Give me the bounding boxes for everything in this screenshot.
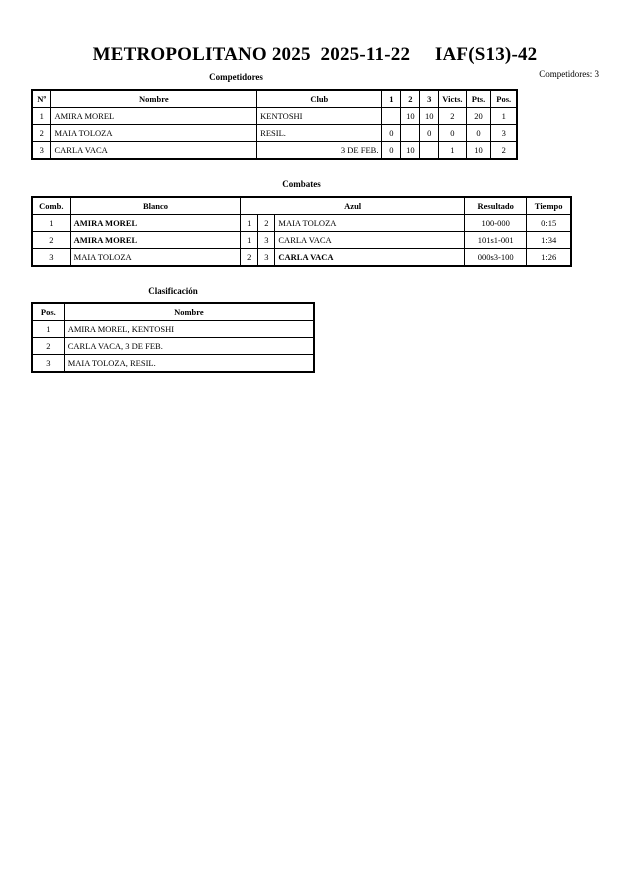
cell-score-1: 0 <box>382 142 401 160</box>
cell-nombre: AMIRA MOREL, KENTOSHI <box>64 321 314 338</box>
cell-victs: 0 <box>439 125 466 142</box>
col-1: 1 <box>382 90 401 108</box>
cell-comb: 2 <box>32 232 70 249</box>
cell-resultado: 101s1-001 <box>465 232 527 249</box>
col-pts: Pts. <box>466 90 491 108</box>
competidores-header-row <box>32 90 517 108</box>
cell-blanco: AMIRA MOREL <box>70 232 241 249</box>
table-row <box>32 232 571 249</box>
cell-tiempo: 1:34 <box>527 232 571 249</box>
cell-club: KENTOSHI <box>257 108 382 125</box>
clasificacion-table <box>31 302 315 373</box>
cell-blanco-num: 2 <box>241 249 258 267</box>
col-pos: Pos. <box>491 90 517 108</box>
cell-score-3: 10 <box>420 108 439 125</box>
col-blanco: Blanco <box>70 197 241 215</box>
col-comb: Comb. <box>32 197 70 215</box>
cell-pts: 10 <box>466 142 491 160</box>
cell-azul: CARLA VACA <box>275 249 465 267</box>
cell-azul-num: 2 <box>258 215 275 232</box>
cell-nombre: AMIRA MOREL <box>51 108 257 125</box>
cell-club: RESIL. <box>257 125 382 142</box>
cell-score-1: 0 <box>382 125 401 142</box>
cell-pts: 20 <box>466 108 491 125</box>
col-club: Club <box>257 90 382 108</box>
cell-azul: MAIA TOLOZA <box>275 215 465 232</box>
cell-num: 1 <box>32 108 51 125</box>
cell-nombre: MAIA TOLOZA, RESIL. <box>64 355 314 373</box>
competidores-table <box>31 89 518 160</box>
cell-azul-num: 3 <box>258 232 275 249</box>
cell-resultado: 100-000 <box>465 215 527 232</box>
table-row <box>32 249 571 267</box>
cell-club: 3 DE FEB. <box>257 142 382 160</box>
combates-title: Combates <box>282 179 321 189</box>
cell-pos: 2 <box>32 338 64 355</box>
col-tiempo: Tiempo <box>527 197 571 215</box>
cell-num: 3 <box>32 142 51 160</box>
cell-blanco: MAIA TOLOZA <box>70 249 241 267</box>
col-pos: Pos. <box>32 303 64 321</box>
cell-tiempo: 0:15 <box>527 215 571 232</box>
cell-score-2: 10 <box>401 108 420 125</box>
competidores-title: Competidores <box>209 72 263 82</box>
page-title: METROPOLITANO 2025 2025-11-22 IAF(S13)-42 <box>92 44 538 65</box>
table-row <box>32 355 314 373</box>
cell-resultado: 000s3-100 <box>465 249 527 267</box>
col-victs: Victs. <box>439 90 466 108</box>
cell-pos: 3 <box>32 355 64 373</box>
col-nombre: Nombre <box>51 90 257 108</box>
cell-blanco-num: 1 <box>241 232 258 249</box>
cell-pos: 1 <box>32 321 64 338</box>
cell-pos: 3 <box>491 125 517 142</box>
table-row <box>32 338 314 355</box>
col-nombre: Nombre <box>64 303 314 321</box>
table-row <box>32 125 517 142</box>
cell-score-2 <box>401 125 420 142</box>
cell-blanco: AMIRA MOREL <box>70 215 241 232</box>
competitors-count: Competidores: 3 <box>539 69 599 79</box>
clasificacion-header-row <box>32 303 314 321</box>
cell-num: 2 <box>32 125 51 142</box>
combates-table <box>31 196 572 267</box>
cell-nombre: CARLA VACA, 3 DE FEB. <box>64 338 314 355</box>
cell-blanco-num: 1 <box>241 215 258 232</box>
table-row <box>32 142 517 160</box>
cell-comb: 1 <box>32 215 70 232</box>
cell-score-3: 0 <box>420 125 439 142</box>
col-azul: Azul <box>241 197 465 215</box>
col-3: 3 <box>420 90 439 108</box>
cell-score-2: 10 <box>401 142 420 160</box>
col-2: 2 <box>401 90 420 108</box>
table-row <box>32 215 571 232</box>
cell-victs: 2 <box>439 108 466 125</box>
cell-nombre: CARLA VACA <box>51 142 257 160</box>
cell-score-3 <box>420 142 439 160</box>
cell-pos: 2 <box>491 142 517 160</box>
cell-pos: 1 <box>491 108 517 125</box>
col-resultado: Resultado <box>465 197 527 215</box>
table-row <box>32 108 517 125</box>
cell-azul: CARLA VACA <box>275 232 465 249</box>
cell-pts: 0 <box>466 125 491 142</box>
cell-comb: 3 <box>32 249 70 267</box>
cell-nombre: MAIA TOLOZA <box>51 125 257 142</box>
col-num: Nº <box>32 90 51 108</box>
cell-tiempo: 1:26 <box>527 249 571 267</box>
cell-score-1 <box>382 108 401 125</box>
clasificacion-title: Clasificación <box>148 286 198 296</box>
cell-azul-num: 3 <box>258 249 275 267</box>
table-row <box>32 321 314 338</box>
combates-header-row <box>32 197 571 215</box>
cell-victs: 1 <box>439 142 466 160</box>
